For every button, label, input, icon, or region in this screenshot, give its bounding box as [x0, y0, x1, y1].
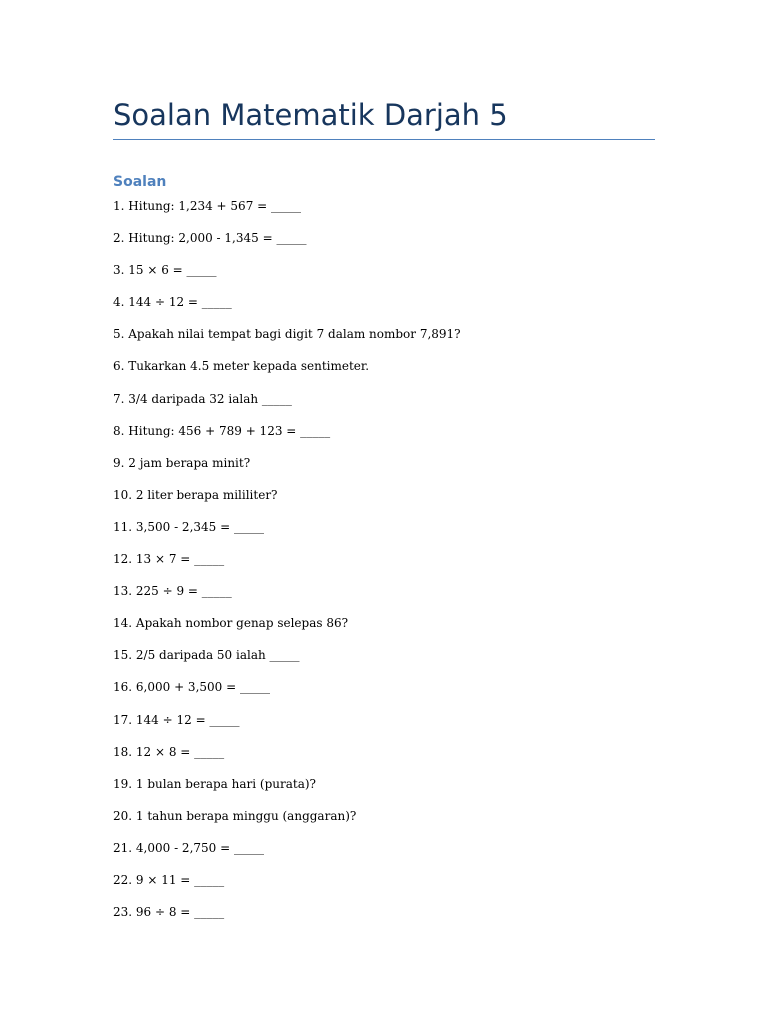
- question-item: 7. 3/4 daripada 32 ialah _____: [113, 391, 292, 406]
- question-item: 12. 13 × 7 = _____: [113, 552, 225, 567]
- question-item: 6. Tukarkan 4.5 meter kepada sentimeter.: [113, 359, 370, 374]
- question-item: 4. 144 ÷ 12 = _____: [113, 295, 232, 310]
- question-item: 2. Hitung: 2,000 - 1,345 = _____: [113, 231, 307, 246]
- question-item: 17. 144 ÷ 12 = _____: [113, 712, 240, 727]
- question-item: 3. 15 × 6 = _____: [113, 263, 217, 278]
- page-title: Soalan Matematik Darjah 5: [113, 98, 508, 132]
- question-item: 20. 1 tahun berapa minggu (anggaran)?: [113, 808, 357, 823]
- section-heading: Soalan: [113, 174, 167, 190]
- question-item: 10. 2 liter berapa mililiter?: [113, 487, 278, 502]
- question-item: 9. 2 jam berapa minit?: [113, 455, 251, 470]
- question-item: 1. Hitung: 1,234 + 567 = _____: [113, 199, 302, 213]
- question-item: 23. 96 ÷ 8 = _____: [113, 905, 225, 920]
- question-item: 14. Apakah nombor genap selepas 86?: [113, 616, 349, 631]
- question-item: 22. 9 × 11 = _____: [113, 872, 225, 887]
- question-item: 21. 4,000 - 2,750 = _____: [113, 840, 264, 855]
- question-list: [113, 196, 461, 934]
- question-item: 16. 6,000 + 3,500 = _____: [113, 680, 270, 695]
- question-item: 19. 1 bulan berapa hari (purata)?: [113, 776, 316, 791]
- question-item: 11. 3,500 - 2,345 = _____: [113, 519, 264, 534]
- title-divider: [113, 139, 655, 140]
- question-item: 8. Hitung: 456 + 789 + 123 = _____: [113, 423, 331, 438]
- question-item: 13. 225 ÷ 9 = _____: [113, 584, 232, 599]
- question-item: 5. Apakah nilai tempat bagi digit 7 dalam nombor 7,891?: [113, 327, 461, 342]
- question-item: 18. 12 × 8 = _____: [113, 744, 225, 759]
- question-item: 15. 2/5 daripada 50 ialah _____: [113, 648, 300, 663]
